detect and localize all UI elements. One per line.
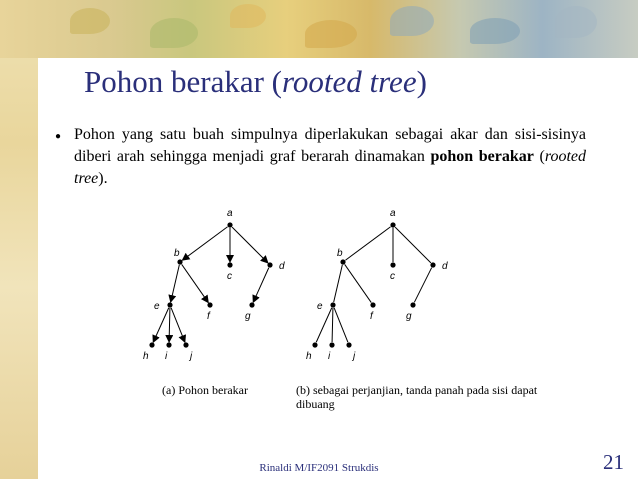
edge-d-g xyxy=(253,268,269,303)
node-d xyxy=(430,262,435,267)
edge-a-b xyxy=(345,227,390,260)
edge-a-d xyxy=(232,227,268,263)
tree-a xyxy=(143,208,285,362)
edge-b-e xyxy=(334,265,343,302)
node-h xyxy=(149,342,154,347)
edge-e-h xyxy=(316,308,332,343)
node-label-c: c xyxy=(227,271,232,282)
title-italic: rooted tree xyxy=(282,64,417,99)
edge-a-d xyxy=(395,227,431,263)
tree-b xyxy=(306,208,448,362)
node-label-b: b xyxy=(174,248,180,259)
node-label-e: e xyxy=(317,301,323,312)
node-g xyxy=(410,302,415,307)
node-a xyxy=(390,222,395,227)
page-number: 21 xyxy=(603,450,624,474)
edge-b-f xyxy=(345,264,372,302)
edge-a-b xyxy=(182,227,227,260)
edge-b-f xyxy=(182,264,209,302)
bullet-icon: ● xyxy=(55,131,62,142)
node-b xyxy=(340,259,345,264)
bullet-italic-term: rooted tree xyxy=(74,148,587,187)
node-f xyxy=(370,302,375,307)
edge-e-i xyxy=(332,308,333,342)
node-g xyxy=(249,302,254,307)
node-label-f: f xyxy=(207,311,210,322)
edge-e-j xyxy=(171,308,185,342)
title-main: Pohon berakar ( xyxy=(84,64,282,99)
node-label-b: b xyxy=(337,248,343,259)
node-d xyxy=(267,262,272,267)
node-label-a: a xyxy=(390,208,396,219)
node-c xyxy=(227,262,232,267)
caption-tree-a: (a) Pohon berakar xyxy=(162,383,248,397)
caption-tree-b: (b) sebagai perjanjian, tanda panah pada sisi dapat dibuang xyxy=(296,383,538,411)
node-label-c: c xyxy=(390,271,395,282)
node-a xyxy=(227,222,232,227)
node-label-h: h xyxy=(306,351,312,362)
title-close: ) xyxy=(416,64,427,99)
edge-e-h xyxy=(153,308,169,343)
node-label-i: i xyxy=(328,351,331,362)
node-e xyxy=(167,302,172,307)
node-h xyxy=(312,342,317,347)
bullet-text-before: Pohon yang satu buah simpulnya diperlakukan sebagai akar dan sisi-sisinya diberi arah sehingga menjadi graf berarah dinamakan xyxy=(74,126,586,165)
edge-b-e xyxy=(171,265,180,302)
node-label-j: j xyxy=(190,351,193,362)
bullet-text-middle: ( xyxy=(533,148,545,165)
node-label-i: i xyxy=(165,351,168,362)
node-i xyxy=(166,342,171,347)
node-label-a: a xyxy=(227,208,233,219)
node-label-d: d xyxy=(279,261,285,272)
edge-d-g xyxy=(414,268,431,303)
node-i xyxy=(329,342,334,347)
node-b xyxy=(177,259,182,264)
node-e xyxy=(330,302,335,307)
node-label-g: g xyxy=(245,311,251,322)
node-label-e: e xyxy=(154,301,160,312)
node-label-f: f xyxy=(370,311,373,322)
footer-text: Rinaldi M/IF2091 Strukdis xyxy=(259,462,379,474)
bullet-text-after: ). xyxy=(98,170,108,187)
node-label-g: g xyxy=(406,311,412,322)
node-f xyxy=(207,302,212,307)
edge-e-i xyxy=(169,308,170,342)
bullet-bold-term: pohon berakar xyxy=(430,148,534,165)
edge-e-j xyxy=(334,308,348,342)
node-label-j: j xyxy=(353,351,356,362)
node-label-d: d xyxy=(442,261,448,272)
node-label-h: h xyxy=(143,351,149,362)
node-c xyxy=(390,262,395,267)
node-j xyxy=(346,342,351,347)
node-j xyxy=(183,342,188,347)
